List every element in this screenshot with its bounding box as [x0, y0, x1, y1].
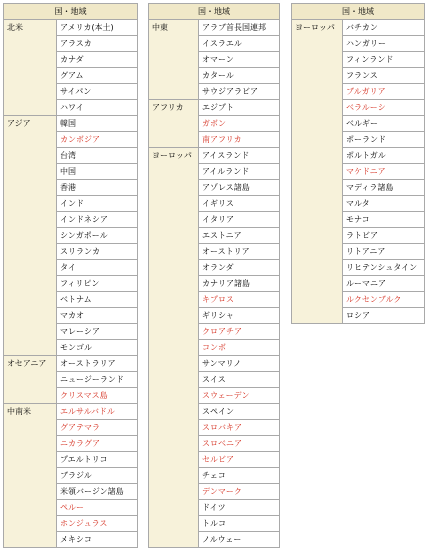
region-label: アジア — [4, 116, 57, 356]
country-link[interactable]: エルサルバドル — [57, 404, 138, 420]
country-name: インド — [57, 196, 138, 212]
country-name: スイス — [199, 372, 280, 388]
country-link[interactable]: ブルガリア — [343, 84, 425, 100]
country-name: ギリシャ — [199, 308, 280, 324]
column-header: 国・地域 — [149, 4, 280, 20]
region-label: アフリカ — [149, 100, 199, 148]
country-name: リトアニア — [343, 244, 425, 260]
country-link[interactable]: グアテマラ — [57, 420, 138, 436]
country-name: アラブ首長国連邦 — [199, 20, 280, 36]
table-row — [149, 100, 280, 116]
table-row — [4, 116, 138, 132]
country-name: ロシア — [343, 308, 425, 324]
country-name: カナダ — [57, 52, 138, 68]
country-link[interactable]: デンマーク — [199, 484, 280, 500]
country-name: ハンガリー — [343, 36, 425, 52]
country-name: サンマリノ — [199, 356, 280, 372]
country-name: オマーン — [199, 52, 280, 68]
country-name: ニュージーランド — [57, 372, 138, 388]
country-link[interactable]: コンボ — [199, 340, 280, 356]
country-name: スペイン — [199, 404, 280, 420]
country-name: フランス — [343, 68, 425, 84]
country-link[interactable]: クリスマス島 — [57, 388, 138, 404]
country-name: 米領バージン諸島 — [57, 484, 138, 500]
country-name: ベトナム — [57, 292, 138, 308]
country-link[interactable]: スウェーデン — [199, 388, 280, 404]
table-row — [4, 20, 138, 36]
country-link[interactable]: スロバキア — [199, 420, 280, 436]
country-name: 香港 — [57, 180, 138, 196]
column-header: 国・地域 — [292, 4, 425, 20]
country-name: イタリア — [199, 212, 280, 228]
country-name: ハワイ — [57, 100, 138, 116]
region-label: 中南米 — [4, 404, 57, 548]
country-name: アラスカ — [57, 36, 138, 52]
country-name: ポーランド — [343, 132, 425, 148]
country-link[interactable]: ガボン — [199, 116, 280, 132]
country-name: エストニア — [199, 228, 280, 244]
country-name: 中国 — [57, 164, 138, 180]
country-name: バチカン — [343, 20, 425, 36]
country-name: オランダ — [199, 260, 280, 276]
region-label: ヨーロッパ — [149, 148, 199, 548]
region-label: 北米 — [4, 20, 57, 116]
country-name: ブラジル — [57, 468, 138, 484]
country-link[interactable]: クロアチア — [199, 324, 280, 340]
table-row — [149, 148, 280, 164]
country-name: サウジアラビア — [199, 84, 280, 100]
country-name: ラトビア — [343, 228, 425, 244]
country-link[interactable]: カンボジア — [57, 132, 138, 148]
country-name: マディラ諸島 — [343, 180, 425, 196]
country-link[interactable]: キプロス — [199, 292, 280, 308]
country-link[interactable]: ニカラグア — [57, 436, 138, 452]
country-name: マレーシア — [57, 324, 138, 340]
country-name: ベルギー — [343, 116, 425, 132]
country-name: オーストリア — [199, 244, 280, 260]
country-name: イギリス — [199, 196, 280, 212]
country-name: モナコ — [343, 212, 425, 228]
country-name: 台湾 — [57, 148, 138, 164]
region-table-1 — [3, 3, 138, 548]
country-link[interactable]: ルクセンブルク — [343, 292, 425, 308]
country-link[interactable]: セルビア — [199, 452, 280, 468]
country-name: ドイツ — [199, 500, 280, 516]
country-name: プエルトリコ — [57, 452, 138, 468]
country-name: カナリア諸島 — [199, 276, 280, 292]
country-name: アイルランド — [199, 164, 280, 180]
region-table-2 — [148, 3, 280, 548]
table-row — [292, 20, 425, 36]
country-name: マカオ — [57, 308, 138, 324]
region-label: ヨーロッパ — [292, 20, 343, 324]
country-name: グアム — [57, 68, 138, 84]
country-name: タイ — [57, 260, 138, 276]
country-name: ポルトガル — [343, 148, 425, 164]
country-name: アイスランド — [199, 148, 280, 164]
country-name: カタール — [199, 68, 280, 84]
country-name: マルタ — [343, 196, 425, 212]
country-link[interactable]: 南アフリカ — [199, 132, 280, 148]
country-name: ルーマニア — [343, 276, 425, 292]
country-link[interactable]: ホンジュラス — [57, 516, 138, 532]
country-name: メキシコ — [57, 532, 138, 548]
country-name: フィンランド — [343, 52, 425, 68]
country-name: 韓国 — [57, 116, 138, 132]
column-header: 国・地域 — [4, 4, 138, 20]
country-name: サイパン — [57, 84, 138, 100]
country-name: フィリピン — [57, 276, 138, 292]
region-table-3 — [291, 3, 425, 324]
country-name: オーストラリア — [57, 356, 138, 372]
country-name: リヒテンシュタイン — [343, 260, 425, 276]
country-link[interactable]: マケドニア — [343, 164, 425, 180]
country-name: エジプト — [199, 100, 280, 116]
country-name: チェコ — [199, 468, 280, 484]
table-row — [4, 404, 138, 420]
table-row — [4, 356, 138, 372]
country-name: モンゴル — [57, 340, 138, 356]
country-link[interactable]: ベラルーシ — [343, 100, 425, 116]
region-label: 中東 — [149, 20, 199, 100]
country-name: トルコ — [199, 516, 280, 532]
country-name: イスラエル — [199, 36, 280, 52]
country-name: スリランカ — [57, 244, 138, 260]
table-row — [149, 20, 280, 36]
country-name: アメリカ(本土) — [57, 20, 138, 36]
country-name: アゾレス諸島 — [199, 180, 280, 196]
country-name: インドネシア — [57, 212, 138, 228]
region-label: オセアニア — [4, 356, 57, 404]
country-name: ノルウェー — [199, 532, 280, 548]
country-name: シンガポール — [57, 228, 138, 244]
country-link[interactable]: スロベニア — [199, 436, 280, 452]
country-link[interactable]: ペルー — [57, 500, 138, 516]
